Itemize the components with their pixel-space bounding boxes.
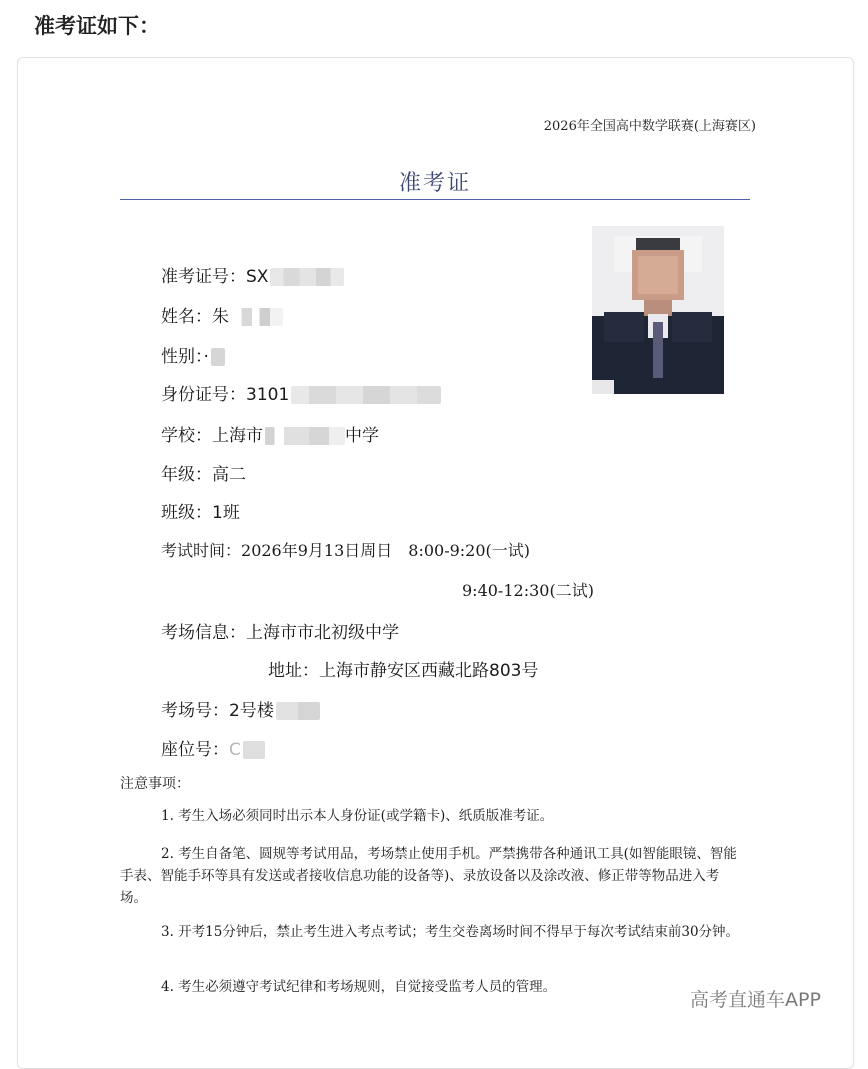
grade-row (161, 460, 246, 485)
note-item-4: 4. 考生必须遵守考试纪律和考场规则，自觉接受监考人员的管理。 (161, 979, 557, 995)
id-number-row (161, 380, 441, 405)
exam-time-first: 2026年9月13日周日 8:00-9:20(一试) (241, 541, 531, 560)
contest-name: 2026年全国高中数学联赛(上海赛区) (543, 119, 756, 134)
notes-title: 注意事项： (120, 776, 190, 792)
app-watermark: 高考直通车APP (690, 989, 821, 1011)
admission-ticket-card (17, 57, 854, 1069)
redacted-room (276, 702, 320, 720)
id-number-value: 3101 (246, 385, 290, 405)
grade-label: 年级： (161, 465, 212, 485)
room-label: 考场号： (161, 701, 229, 721)
class-row (161, 498, 240, 523)
exam-time-label: 考试时间： (161, 541, 242, 560)
redacted-ticket-number (270, 268, 344, 286)
gender-value: · (203, 347, 209, 367)
redacted-seat (243, 741, 265, 759)
address-row (268, 656, 538, 681)
redacted-gender (211, 348, 225, 366)
school-row (161, 421, 379, 446)
venue-label: 考场信息： (161, 623, 246, 643)
address-value: 上海市静安区西藏北路803号 (319, 661, 539, 681)
grade-value: 高二 (212, 465, 246, 485)
redacted-school (265, 427, 345, 445)
school-prefix: 上海市 (212, 426, 263, 446)
gender-row (161, 342, 225, 367)
ticket-number-row (161, 262, 344, 287)
ticket-number-label: 准考证号： (161, 267, 246, 287)
exam-time-row (161, 538, 530, 561)
note-item-1: 1. 考生入场必须同时出示本人身份证(或学籍卡)、纸质版准考证。 (161, 808, 554, 824)
room-row (161, 696, 320, 721)
page-heading: 准考证如下： (34, 14, 160, 38)
candidate-photo (592, 226, 724, 394)
seat-row (161, 735, 265, 760)
school-suffix: 中学 (345, 426, 379, 446)
note-item-2: 2. 考生自备笔、圆规等考试用品，考场禁止使用手机。严禁携带各种通讯工具(如智能眼镜、智能手表、智能手环等具有发送或者接收信息功能的设备等)、录放设备以及涂改液、修正带等物品进入考场。 (120, 846, 737, 906)
redacted-name (231, 308, 283, 326)
redacted-id-number (291, 386, 441, 404)
seat-label: 座位号： (161, 740, 229, 760)
venue-value: 上海市市北初级中学 (246, 623, 399, 643)
class-value: 1班 (212, 503, 240, 523)
gender-label: 性别： (161, 347, 204, 367)
exam-time-second: 9:40-12:30(二试) (462, 581, 594, 600)
room-value: 2号楼 (229, 701, 274, 721)
name-row (161, 302, 283, 327)
ticket-title: 准考证 (398, 171, 471, 196)
seat-value: C (229, 740, 241, 760)
name-label: 姓名： (161, 307, 212, 327)
title-divider (120, 199, 750, 200)
name-value: 朱 (212, 307, 229, 327)
venue-row (161, 618, 399, 643)
school-label: 学校： (161, 426, 212, 446)
class-label: 班级： (161, 503, 212, 523)
note-item-3: 3. 开考15分钟后，禁止考生进入考点考试；考生交卷离场时间不得早于每次考试结束前30分钟。 (161, 924, 740, 940)
address-label: 地址： (268, 661, 319, 681)
ticket-number-value: SX (246, 267, 269, 287)
id-number-label: 身份证号： (161, 385, 246, 405)
